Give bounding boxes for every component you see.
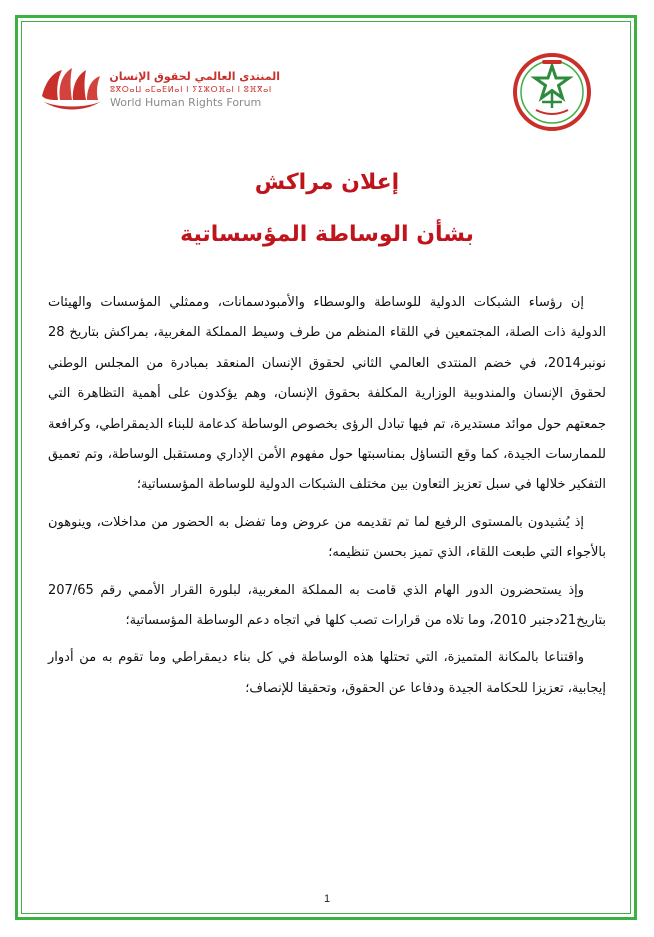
forum-name-english: World Human Rights Forum [110, 96, 262, 109]
mediator-emblem-icon [512, 52, 592, 132]
forum-name-block [110, 70, 280, 110]
forum-name-arabic: المنتدى العالمي لحقوق الإنسان [109, 70, 280, 83]
paragraph: واقتناعا بالمكانة المتميزة، التي تحتلها هذه الوساطة في كل بناء ديمقراطي وما تقوم به من أدوار إيجابية، تعزيزا للحكامة الجيدة ودفاعا عن الحقوق، وتحقيقا للإنصاف؛ [48, 650, 606, 696]
document-title: إعلان مراكش [254, 170, 400, 195]
document-body [48, 288, 606, 711]
document-subtitle: بشأن الوساطة المؤسساتية [180, 222, 474, 247]
paragraph: إذ يُشيدون بالمستوى الرفيع لما تم تقديمه من عروض وما تفضل به الحضور من مداخلات، وينوهون بالأجواء التي طبعت اللقاء، الذي تميز بحسن تنظيمه؛ [48, 514, 606, 561]
forum-name-amazigh: ⵓⴳⵔⴰⵡ ⴰⵎⴰⴹⵍⴰⵏ ⵏ ⵢⵉⵣⵔⴼⴰⵏ ⵏ ⵓⴼⴳⴰⵏ [110, 85, 272, 94]
page-number: 1 [323, 893, 331, 905]
paragraph: وإذ يستحضرون الدور الهام الذي قامت به المملكة المغربية، لبلورة القرار الأممي رقم 207/65 بتاريخ21دجنبر 2010، وما تلاه من قرارات تصب كلها في اتجاه دعم الوساطة المؤسساتية؛ [48, 582, 606, 629]
world-human-rights-forum-logo-icon [40, 66, 102, 112]
paragraph: إن رؤساء الشبكات الدولية للوساطة والوسطاء والأمبودسمانات، وممثلي المؤسسات والهيئات الدولية ذات الصلة، المجتمعين في اللقاء المنظم من طرف وسيط المملكة المغربية، بمراكش بتاريخ 28 نونبر2014، في خضم المنتدى العالمي الثاني لحقوق الإنسان المنعقد بمبادرة من المجلس الوطني لحقوق الإنسان والمندوبية الوزارية المكلفة بحقوق الإنسان، وهم يؤكدون على أهمية التظاهرة التي جمعتهم حول موائد مستديرة، تم فيها تبادل الرؤى بخصوص الوساطة كدعامة للبناء الديمقراطي، وكرافعة للممارسات الجيدة، كما وقع التساؤل بمناسبتها حول مفهوم الأمن الإداري ومستقبل الوساطة، وتم تعميق التفكير خلالها في سبل تعزيز التعاون بين مختلف الشبكات الدولية للوساطة المؤسساتية؛ [48, 295, 606, 493]
